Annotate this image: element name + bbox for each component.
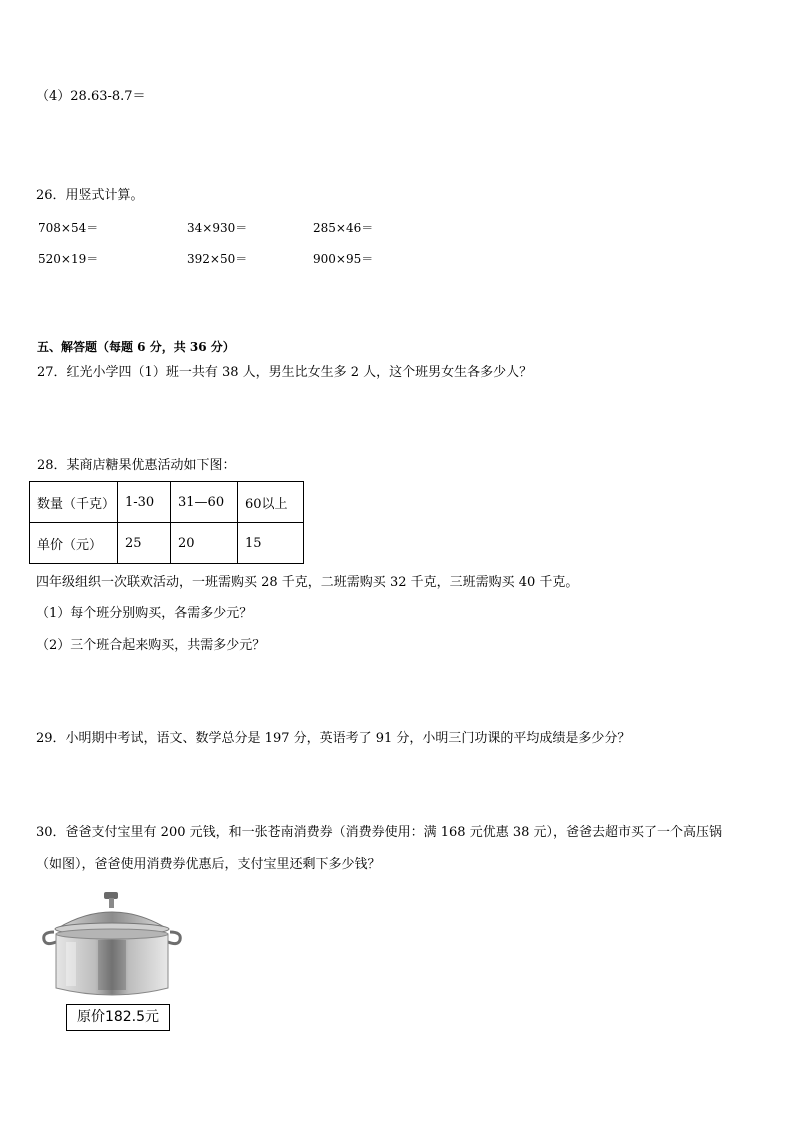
q28-title: 28．某商店糖果优惠活动如下图： <box>37 458 236 473</box>
table-row <box>30 523 304 564</box>
table-row <box>30 482 304 523</box>
table-cell: 数量（千克） <box>30 482 118 523</box>
price-tag: 原价182.5元 <box>66 1004 170 1031</box>
table-cell: 1-30 <box>118 482 171 523</box>
table-cell: 单价（元） <box>30 523 118 564</box>
table-cell: 60以上 <box>238 482 304 523</box>
q28-part2: （2）三个班合起来购买，共需多少元？ <box>36 638 266 653</box>
q26-item: 34×930＝ <box>187 221 248 235</box>
q26-item: 392×50＝ <box>187 252 248 266</box>
q30-line1: 30．爸爸支付宝里有 200 元钱，和一张苍南消费券（消费券使用：满 168 元优惠 38 元），爸爸去超市买了一个高压锅 <box>36 825 723 840</box>
q27-text: 27．红光小学四（1）班一共有 38 人，男生比女生多 2 人，这个班男女生各多少人？ <box>37 365 533 380</box>
q26-title: 26．用竖式计算。 <box>36 188 144 203</box>
pressure-cooker-image <box>40 890 185 1002</box>
q30-line2: （如图），爸爸使用消费券优惠后，支付宝里还剩下多少钱？ <box>36 857 381 872</box>
q26-item: 708×54＝ <box>38 221 99 235</box>
table-cell: 20 <box>171 523 238 564</box>
section5-title: 五、解答题（每题 6 分，共 36 分） <box>37 340 235 354</box>
q25-part4: （4）28.63-8.7＝ <box>36 89 146 104</box>
q26-item: 900×95＝ <box>313 252 374 266</box>
q29-text: 29．小明期中考试，语文、数学总分是 197 分，英语考了 91 分，小明三门功课的平均成绩是多少分？ <box>36 731 631 746</box>
table-cell: 31—60 <box>171 482 238 523</box>
q26-item: 520×19＝ <box>38 252 99 266</box>
price-table <box>29 481 304 564</box>
table-cell: 25 <box>118 523 171 564</box>
q28-part1: （1）每个班分别购买，各需多少元？ <box>36 606 253 621</box>
q28-text: 四年级组织一次联欢活动，一班需购买 28 千克，二班需购买 32 千克，三班需购买 40 千克。 <box>36 575 579 590</box>
table-cell: 15 <box>238 523 304 564</box>
q26-item: 285×46＝ <box>313 221 374 235</box>
